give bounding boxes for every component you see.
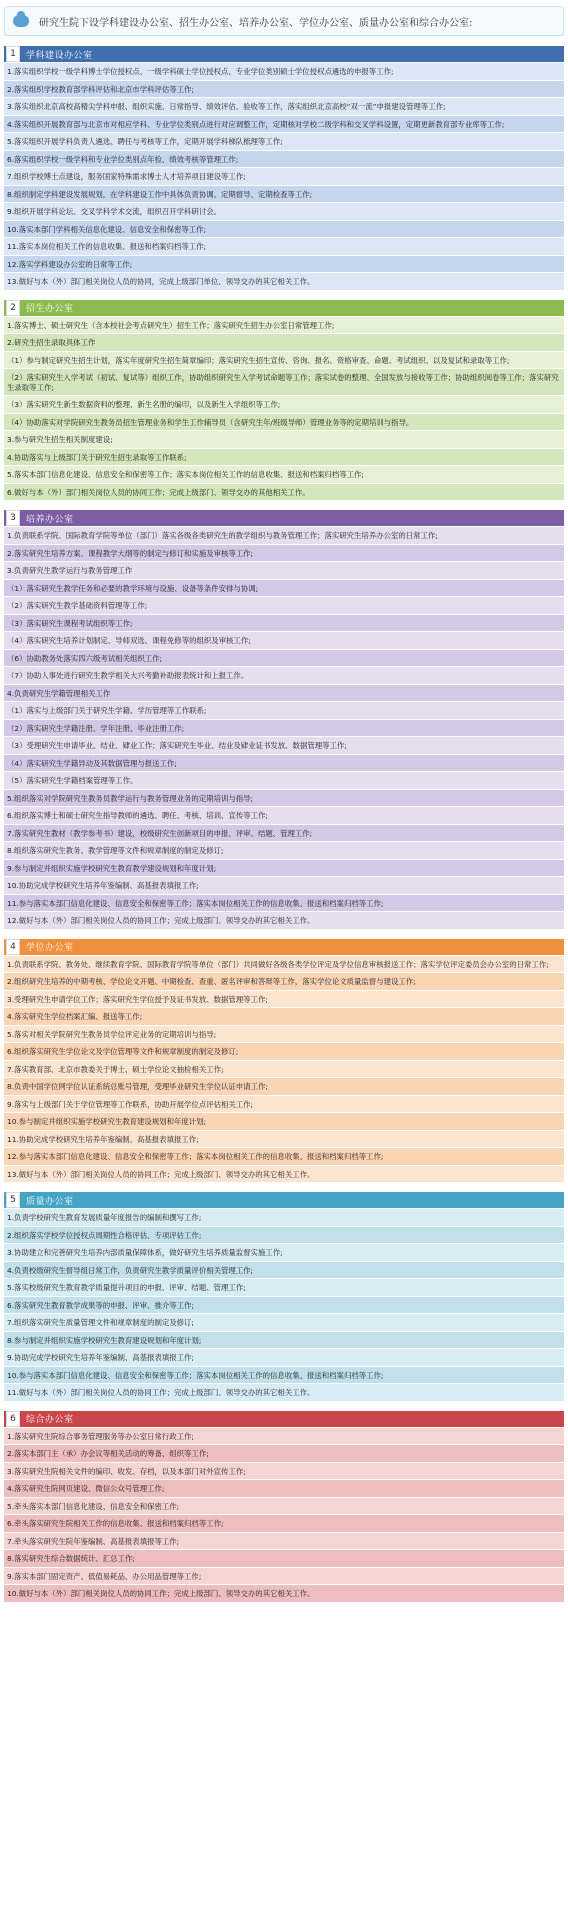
list-item: 12.落实学科建设办公室的日常等工作; bbox=[4, 255, 564, 273]
list-item: （3）落实研究生新生数据资料的整理、新生名册的编印，以及新生入学组织等工作; bbox=[4, 395, 564, 413]
list-item: 5.落实对相关学院研究生教务员学位评定业务的定期培训与指导; bbox=[4, 1025, 564, 1043]
list-item: 8.负责中国学位网学位认证系统总账号管理，受理毕业研究生学位认证申请工作; bbox=[4, 1077, 564, 1095]
list-item: 4.落实组织开展教育部与北京市对相应学科、专业学位类别点进行对应调整工作，定期核对学校二级学科和交叉学科设置，定期更新教育部专业库等工作; bbox=[4, 115, 564, 133]
list-item: 7.落实教育部、北京市教委关于博士、硕士学位论文抽检相关工作; bbox=[4, 1060, 564, 1078]
section-title: 招生办公室 bbox=[26, 304, 74, 314]
list-item: 10.参与落实本部门信息化建设、信息安全和保密等工作；落实本岗位相关工作的信息收集、报送和档案归档等工作; bbox=[4, 1366, 564, 1384]
list-item: （7）协助人事处进行研究生教学相关大兴考勤补助报表统计和上报工作。 bbox=[4, 666, 564, 684]
list-item: 4.落实研究生院网页建设、微信公众号管理工作; bbox=[4, 1479, 564, 1497]
list-item: 3.参与研究生招生相关制度建设; bbox=[4, 430, 564, 448]
cloud-icon bbox=[13, 15, 29, 27]
list-item: 4.负责校级研究生督导组日常工作，负责研究生教学质量评价相关管理工作; bbox=[4, 1261, 564, 1279]
section-6 bbox=[4, 1411, 564, 1602]
list-item: 9.参与制定并组织实施学校研究生教育教学建设规划和年度计划; bbox=[4, 859, 564, 877]
list-item: （1）落实与上级部门关于研究生学籍、学历管理等工作联系; bbox=[4, 701, 564, 719]
list-item: 11.做好与本（外）部门相关岗位人员的协同工作；完成上级部门、领导交办的其它相关工作。 bbox=[4, 1383, 564, 1401]
list-item: 7.落实研究生教材（教学参考书）建设，校级研究生创新项目的申报、评审、结题、管理工作; bbox=[4, 824, 564, 842]
list-item: 10.协助完成学校研究生培养年鉴编制、高基报表填报工作; bbox=[4, 876, 564, 894]
section-number: 4 bbox=[6, 939, 20, 955]
list-item: （2）落实研究生入学考试（初试、复试等）组织工作，协助组织研究生入学考试命题等工作；落实试卷的整理、全国发放与接收等工作；协助组织阅卷等工作；落实研究生录取等工作; bbox=[4, 368, 564, 395]
list-item: 5.落实校级研究生教育教学质量提升项目的申报、评审、结题、管理工作; bbox=[4, 1278, 564, 1296]
section-number: 3 bbox=[6, 510, 20, 526]
section-title: 质量办公室 bbox=[26, 1196, 74, 1207]
section-header bbox=[4, 510, 564, 526]
list-item: 7.组织落实研究生质量管理文件和规章制度的制定及修订; bbox=[4, 1313, 564, 1331]
list-item: 2.研究生招生录取具体工作 bbox=[4, 333, 564, 351]
list-item: 3.受理研究生申请学位工作；落实研究生学位授予及证书发放、数据管理等工作; bbox=[4, 990, 564, 1008]
section-title: 学科建设办公室 bbox=[26, 50, 93, 61]
list-item: 13.做好与本（外）部门相关岗位人员的协同，完成上级部门单位、领导交办的其它相关工作。 bbox=[4, 272, 564, 290]
list-item: 2.组织研究生培养的中期考核、学位论文开题、中期检查、查重、匿名评审和答辩等工作，落实学位论文质量监督与建设工作; bbox=[4, 972, 564, 990]
section-header bbox=[4, 939, 564, 955]
list-item: 5.牵头落实本部门信息化建设、信息安全和保密工作; bbox=[4, 1497, 564, 1515]
section-number: 1 bbox=[6, 46, 20, 62]
list-item: （4）落实研究生学籍异动及其数据管理与报送工作; bbox=[4, 754, 564, 772]
section-number: 5 bbox=[6, 1192, 20, 1208]
list-item: 5.落实本部门信息化建设、信息安全和保密等工作；落实本岗位相关工作的信息收集、报送和档案归档等工作; bbox=[4, 465, 564, 483]
list-item: （6）协助教务处落实四六级考试相关组织工作; bbox=[4, 649, 564, 667]
list-item: （5）落实研究生学籍档案管理等工作。 bbox=[4, 771, 564, 789]
list-item: 2.落实研究生培养方案、课程教学大纲等的制定与修订和实施及审核等工作; bbox=[4, 544, 564, 562]
list-item: 9.落实本部门固定资产、低值易耗品、办公用品管理等工作; bbox=[4, 1567, 564, 1585]
list-item: 6.组织落实博士和硕士研究生指导教师的遴选、聘任、考核、培训、宣传等工作; bbox=[4, 806, 564, 824]
list-item: 1.负责学校研究生教育发展质量年度报告的编制和撰写工作; bbox=[4, 1208, 564, 1226]
list-item: 5.落实组织开展学科负责人遴选、聘任与考核等工作，定期开展学科梯队梳理等工作; bbox=[4, 132, 564, 150]
section-title: 学位办公室 bbox=[26, 943, 74, 953]
list-item: 13.做好与本（外）部门相关岗位人员的协同工作；完成上级部门、领导交办的其它相关工作。 bbox=[4, 1165, 564, 1183]
list-item: （4）协助落实对学院研究生教务员招生管理业务和学生工作辅导员（含研究生年/班级导师）管理业务等的定期培训与指导。 bbox=[4, 413, 564, 431]
list-item: 1.负责联系学院、教务处、继续教育学院、国际教育学院等单位（部门）共同做好各级各类学位评定及学位信息审核报送工作；落实学位评定委员会办公室的日常工作; bbox=[4, 955, 564, 973]
list-item: 8.参与制定并组织实施学校研究生教育建设规划和年度计划; bbox=[4, 1331, 564, 1349]
list-item: （2）落实研究生学籍注册、学年注册、毕业注册工作; bbox=[4, 719, 564, 737]
header-bar bbox=[4, 6, 564, 36]
list-item: 6.牵头落实研究生院相关工作的信息收集、报送和档案归档等工作; bbox=[4, 1514, 564, 1532]
list-item: 3.落实研究生院相关文件的编印、收发、存档，以及本部门对外宣传工作; bbox=[4, 1462, 564, 1480]
list-item: （2）落实研究生教学基础资料管理等工作; bbox=[4, 596, 564, 614]
list-item: 3.协助建立和完善研究生培养内部质量保障体系，做好研究生培养质量监督实施工作; bbox=[4, 1243, 564, 1261]
list-item: （1）落实研究生教学任务和必要的教学环境与设施、设备等条件安排与协调; bbox=[4, 579, 564, 597]
list-item: 8.组织制定学科建设发展规划，在学科建设工作中具体负责协调、定期督导、定期检查等工作; bbox=[4, 185, 564, 203]
section-header bbox=[4, 1411, 564, 1427]
section-title: 培养办公室 bbox=[26, 514, 74, 525]
list-item: 1.负责联系学院、国际教育学院等单位（部门）落实各级各类研究生的教学组织与教务管理工作；落实研究生培养办公室的日常工作; bbox=[4, 526, 564, 544]
section-header bbox=[4, 300, 564, 316]
list-item: 6.做好与本（外）部门相关岗位人员的协同工作；完成上级部门、领导交办的其他相关工作。 bbox=[4, 483, 564, 501]
list-item: 4.负责研究生学籍管理相关工作 bbox=[4, 684, 564, 702]
list-item: 4.协助落实与上级部门关于研究生招生录取等工作联系; bbox=[4, 448, 564, 466]
section-number: 2 bbox=[6, 300, 20, 316]
list-item: 5.组织落实对学院研究生教务员教学运行与教务管理业务的定期培训与指导; bbox=[4, 789, 564, 807]
section-3 bbox=[4, 510, 564, 929]
page-title: 研究生院下设学科建设办公室、招生办公室、培养办公室、学位办公室、质量办公室和综合办公室: bbox=[39, 17, 473, 29]
list-item: 12.参与落实本部门信息化建设、信息安全和保密等工作；落实本岗位相关工作的信息收集、报送和档案归档等工作; bbox=[4, 1147, 564, 1165]
sections-container bbox=[4, 46, 564, 1602]
list-item: （3）受理研究生申请毕业、结业、肄业工作；落实研究生毕业、结业及肄业证书发放、数据管理等工作; bbox=[4, 736, 564, 754]
section-header bbox=[4, 46, 564, 62]
list-item: 6.落实组织学校一级学科和专业学位类别点年检、绩效考核等管理工作; bbox=[4, 150, 564, 168]
list-item: 6.组织落实研究生学位论文及学位管理等文件和规章制度的制定及修订; bbox=[4, 1042, 564, 1060]
list-item: 7.牵头落实研究生院年鉴编制、高基报表填报等工作; bbox=[4, 1532, 564, 1550]
section-title: 综合办公室 bbox=[26, 1415, 74, 1425]
list-item: 3.落实组织北京高校高精尖学科申报、组织实施、日常指导、绩效评估、验收等工作，落实组织北京高校“双一流”申报建设管理等工作; bbox=[4, 97, 564, 115]
list-item: （1）参与制定研究生招生计划，落实年度研究生招生简章编印；落实研究生招生宣传、咨询、报名、资格审查、命题、考试组织、以及复试和录取等工作; bbox=[4, 351, 564, 369]
list-item: 4.落实研究生学位档案汇编、报送等工作; bbox=[4, 1007, 564, 1025]
list-item: 9.协助完成学校研究生培养年鉴编制、高基报表填报工作; bbox=[4, 1348, 564, 1366]
section-5 bbox=[4, 1192, 564, 1401]
list-item: 9.落实与上级部门关于学位管理等工作联系，协助开展学位点评估相关工作; bbox=[4, 1095, 564, 1113]
list-item: 10.参与制定并组织实施学校研究生教育建设规划和年度计划; bbox=[4, 1112, 564, 1130]
list-item: 11.协助完成学校研究生培养年鉴编制、高基报表填报工作; bbox=[4, 1130, 564, 1148]
list-item: 1.落实博士、硕士研究生（含本校社会考点研究生）招生工作；落实研究生招生办公室日常管理工作; bbox=[4, 316, 564, 334]
list-item: 3.负责研究生教学运行与教务管理工作 bbox=[4, 561, 564, 579]
section-2 bbox=[4, 300, 564, 501]
list-item: 6.落实研究生教育教学成果等的申报、评审、推介等工作; bbox=[4, 1296, 564, 1314]
list-item: （4）落实研究生培养计划制定、导师双选、课程免修等的组织及审核工作; bbox=[4, 631, 564, 649]
list-item: 11.落实本岗位相关工作的信息收集、报送和档案归档等工作; bbox=[4, 237, 564, 255]
list-item: 2.落实本部门主（承）办会议等相关活动的筹备、组织等工作; bbox=[4, 1444, 564, 1462]
section-4 bbox=[4, 939, 564, 1183]
section-1 bbox=[4, 46, 564, 290]
list-item: 9.组织开展学科论坛、交叉学科学术交流，组织召开学科研讨会。 bbox=[4, 202, 564, 220]
section-number: 6 bbox=[6, 1411, 20, 1427]
list-item: 10.做好与本（外）部门相关岗位人员的协同工作；完成上级部门、领导交办的其它相关工作。 bbox=[4, 1584, 564, 1602]
list-item: 8.组织落实研究生教务、教学管理等文件和规章制度的制定及修订; bbox=[4, 841, 564, 859]
section-header bbox=[4, 1192, 564, 1208]
list-item: 7.组织学校博士点建设，服务国家特殊需求博士人才培养项目建设等工作; bbox=[4, 167, 564, 185]
list-item: 1.落实组织学校一级学科博士学位授权点、一级学科硕士学位授权点、专业学位类别硕士学位授权点遴选的申报等工作; bbox=[4, 62, 564, 80]
list-item: 2.组织落实学校学位授权点周期性合格评估、专项评估工作; bbox=[4, 1226, 564, 1244]
list-item: 11.参与落实本部门信息化建设、信息安全和保密等工作；落实本岗位相关工作的信息收集、报送和档案归档等工作; bbox=[4, 894, 564, 912]
list-item: 2.落实组织学校教育部学科评估和北京市学科评估等工作; bbox=[4, 80, 564, 98]
list-item: 8.落实研究生综合数据统计、汇总工作; bbox=[4, 1549, 564, 1567]
list-item: 1.落实研究生院综合事务管理服务等办公室日常行政工作; bbox=[4, 1427, 564, 1445]
list-item: 12.做好与本（外）部门相关岗位人员的协同工作；完成上级部门、领导交办的其它相关工作。 bbox=[4, 911, 564, 929]
list-item: （3）落实研究生课程考试组织等工作; bbox=[4, 614, 564, 632]
list-item: 10.落实本部门学科相关信息化建设、信息安全和保密等工作; bbox=[4, 220, 564, 238]
